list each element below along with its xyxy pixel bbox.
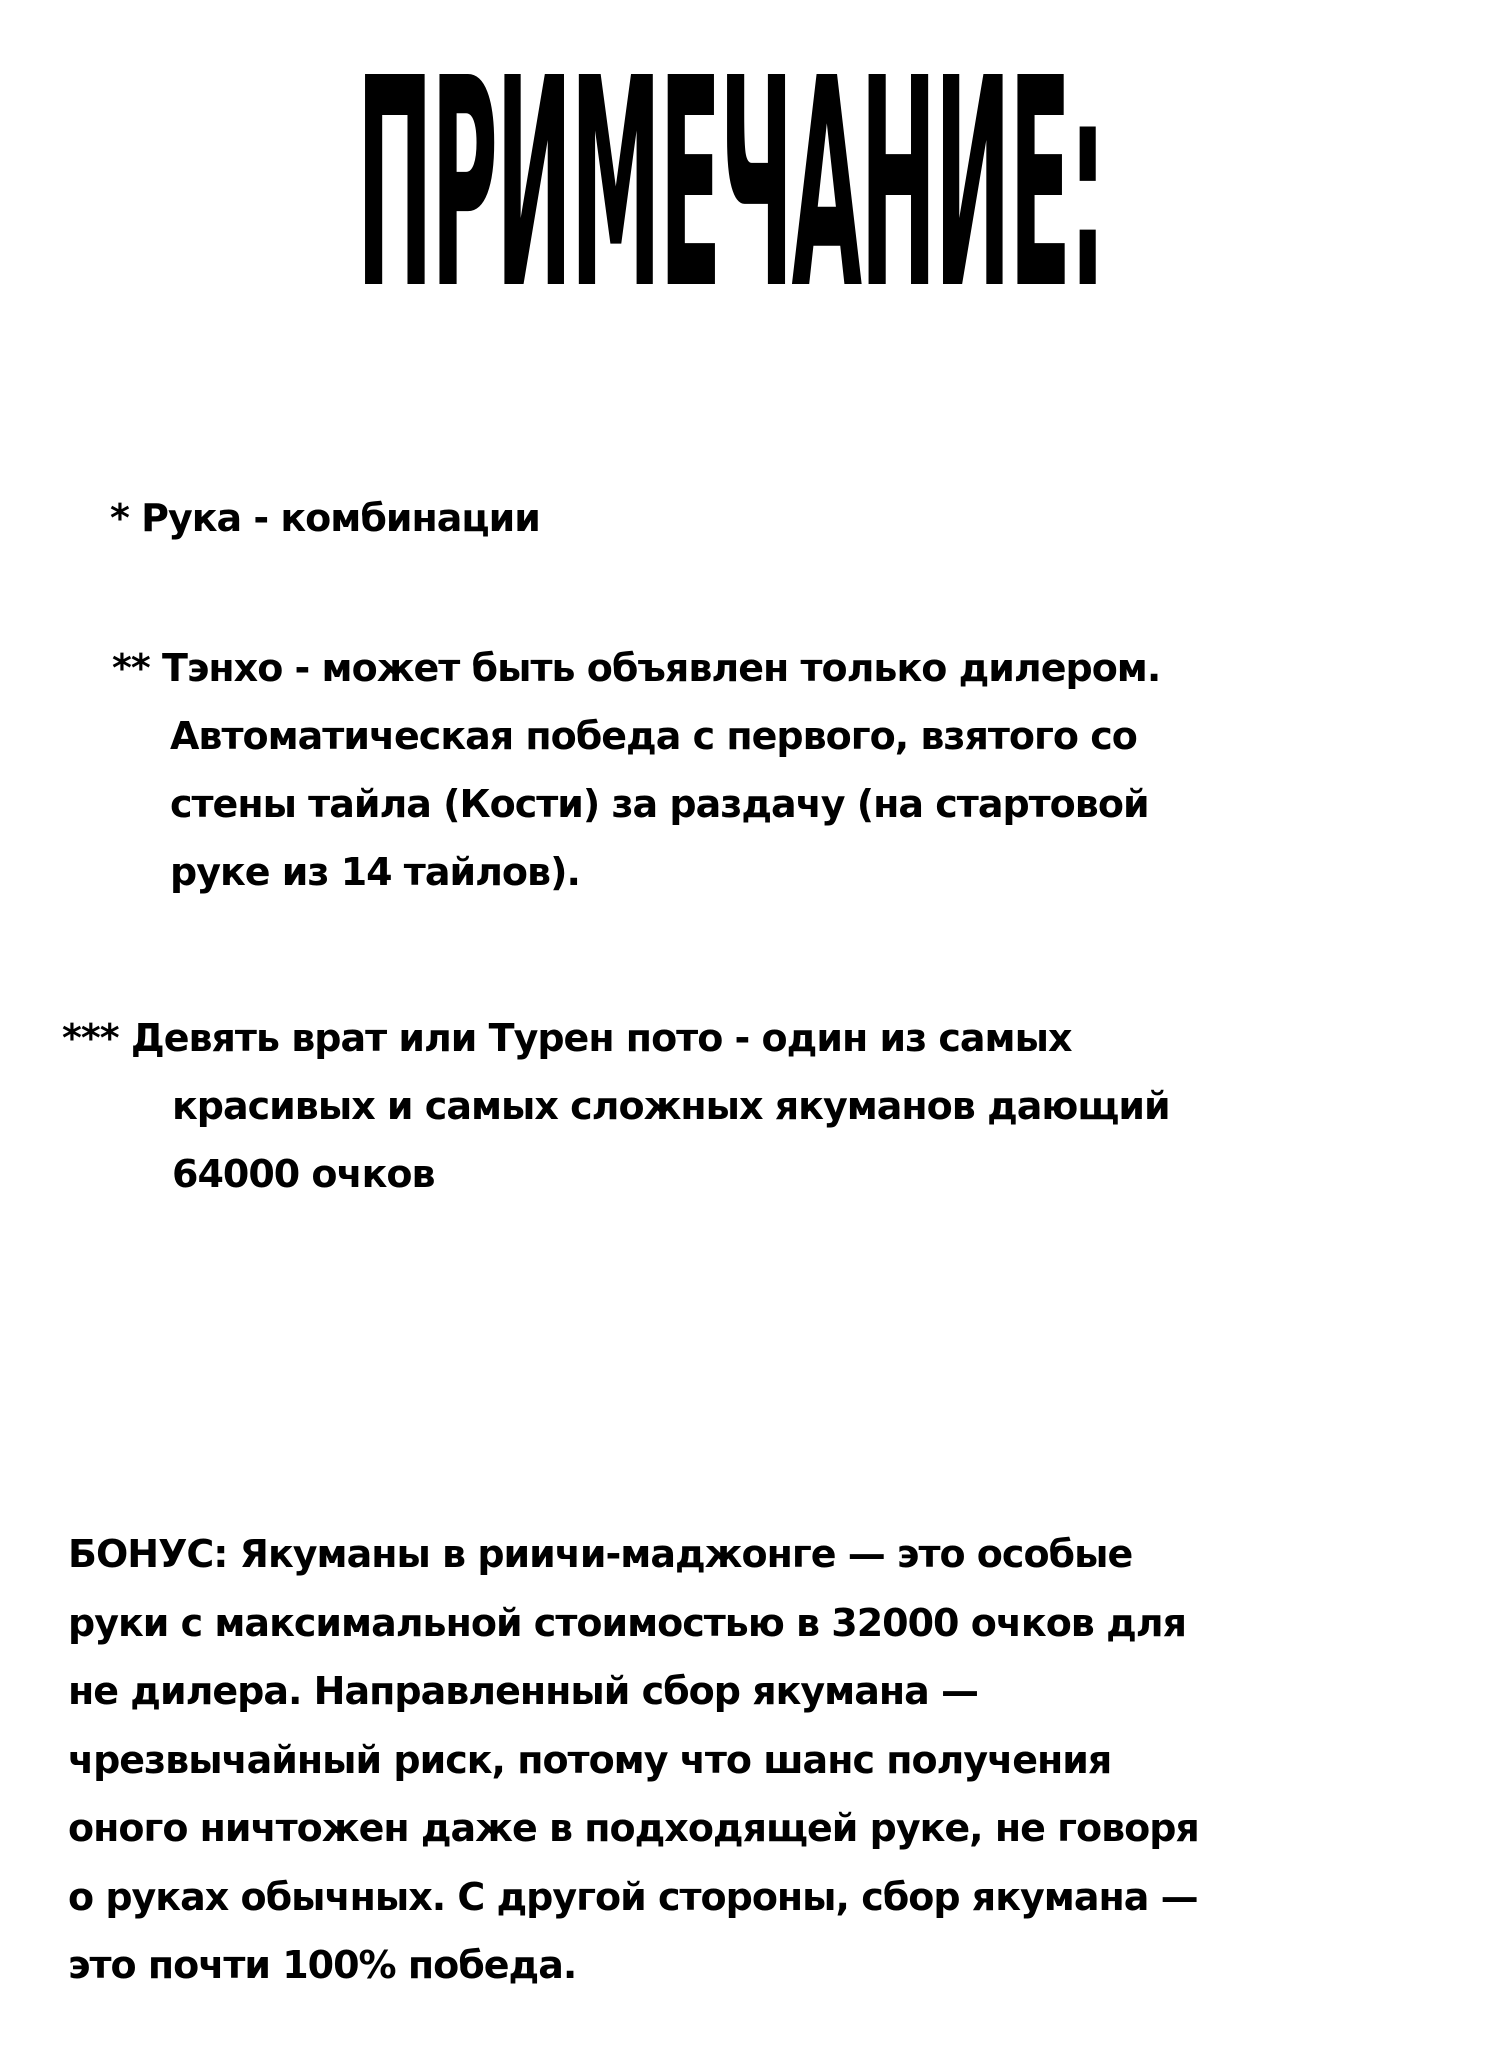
footnote-text: Рука - комбинации <box>141 496 540 540</box>
footnote-marker: *** <box>62 1016 119 1060</box>
footnote-tenhou <box>112 634 1412 906</box>
footnote-line: 64000 очков <box>172 1152 435 1196</box>
bonus-line: БОНУС: Якуманы в риичи-маджонге — это особые <box>68 1532 1133 1576</box>
footnote-line: красивых и самых сложных якуманов дающий <box>172 1084 1170 1128</box>
title-text: ПРИМЕЧАНИЕ: <box>356 17 1104 353</box>
footnote-line: Автоматическая победа с первого, взятого со <box>170 714 1137 758</box>
footnote-line: Тэнхо - может быть объявлен только дилером. <box>161 646 1161 690</box>
bonus-line: оного ничтожен даже в подходящей руке, не говоря <box>68 1806 1199 1850</box>
bonus-line: чрезвычайный риск, потому что шанс получения <box>68 1737 1112 1782</box>
bonus-line: руки с максимальной стоимостью в 32000 очков для <box>68 1600 1186 1645</box>
footnote-line: руке из 14 тайлов). <box>170 850 580 894</box>
footnote-nine-gates <box>62 1004 1422 1208</box>
footnote-line: стены тайла (Кости) за раздачу (на стартовой <box>170 782 1149 826</box>
bonus-line: не дилера. Направленный сбор якумана — <box>68 1669 978 1713</box>
footnote-hand <box>110 484 540 552</box>
footnote-marker: * <box>110 496 129 540</box>
footnote-line: Девять врат или Турен пото - один из самых <box>130 1016 1072 1060</box>
bonus-line: это почти 100% победа. <box>68 1943 577 1987</box>
bonus-line: о руках обычных. С другой стороны, сбор якумана — <box>68 1874 1198 1919</box>
page-title <box>220 17 1240 353</box>
bonus-paragraph <box>68 1520 1448 2000</box>
footnote-marker: ** <box>112 646 150 690</box>
